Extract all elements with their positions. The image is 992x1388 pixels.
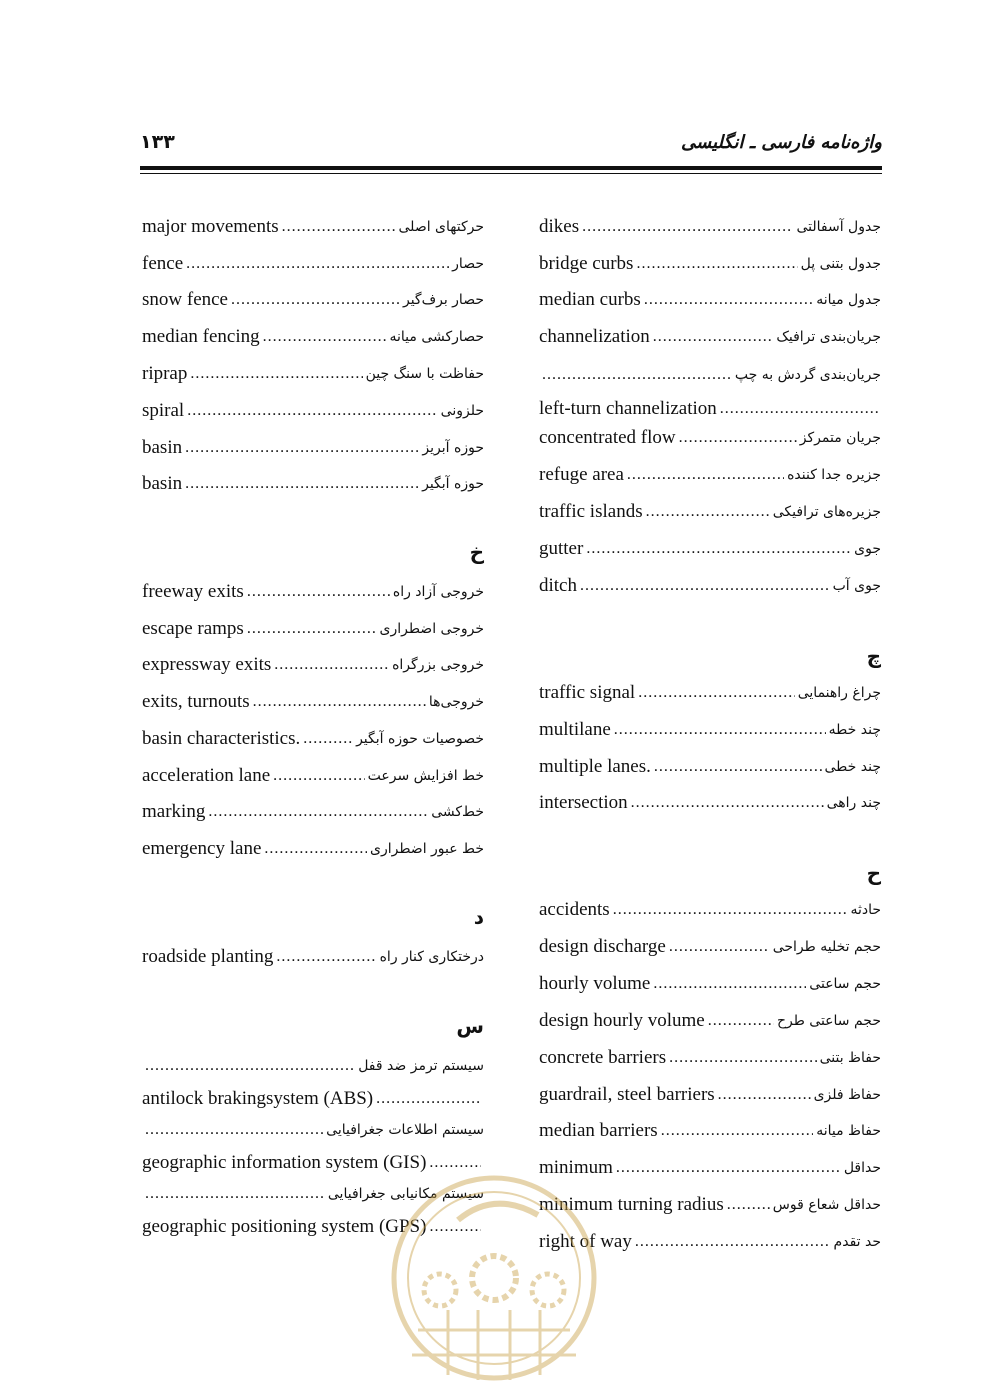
leader-dots — [635, 1233, 831, 1251]
persian-term: چند خطه — [828, 722, 881, 738]
english-term: concrete barriers — [539, 1047, 667, 1068]
glossary-entry — [539, 1229, 881, 1255]
leader-dots — [231, 291, 400, 309]
leader-dots — [187, 402, 437, 420]
glossary-entry — [142, 324, 484, 350]
persian-term: حداقل شعاع قوس — [772, 1197, 881, 1213]
english-term: expressway exits — [142, 654, 272, 675]
leader-dots — [661, 1122, 814, 1140]
split-entry-english — [142, 1214, 484, 1240]
persian-term: خط‌کشی — [431, 804, 484, 820]
leader-dots — [190, 365, 362, 383]
english-term: median barriers — [539, 1120, 658, 1141]
split-entry-persian — [142, 1053, 484, 1079]
leader-dots — [636, 255, 797, 273]
persian-term: حفاظ میانه — [816, 1123, 881, 1139]
persian-term: سیستم مکانیابی جغرافیایی — [327, 1186, 484, 1202]
leader-dots — [669, 1049, 816, 1067]
glossary-entry — [539, 1155, 881, 1181]
persian-term: چراغ راهنمایی — [797, 685, 881, 701]
persian-term: جدول آسفالتی — [796, 219, 881, 235]
leader-dots — [653, 975, 806, 993]
persian-term: جریان‌بندی گردش به چپ — [734, 367, 881, 383]
glossary-entry — [142, 763, 484, 789]
english-term: accidents — [539, 899, 610, 920]
glossary-entry — [142, 361, 484, 387]
glossary-entry — [142, 944, 484, 970]
glossary-entry — [539, 1045, 881, 1071]
english-term: geographic positioning system (GPS) — [142, 1216, 427, 1237]
section-letter: س — [456, 1014, 484, 1038]
english-term: acceleration lane — [142, 765, 271, 786]
leader-dots — [429, 1218, 481, 1236]
glossary-entry — [539, 536, 881, 562]
english-term: multiple lanes. — [539, 756, 651, 777]
persian-term: چند خطی — [824, 759, 881, 775]
persian-term: حصارکشی میانه — [389, 329, 484, 345]
english-term: basin characteristics. — [142, 728, 301, 749]
persian-term: سیستم ترمز ضد قفل — [358, 1058, 484, 1074]
glossary-entry — [539, 1008, 881, 1034]
leader-dots — [145, 1185, 325, 1203]
glossary-entry — [539, 1082, 881, 1108]
glossary-entry — [539, 934, 881, 960]
english-term: median fencing — [142, 326, 260, 347]
section-letter: ح — [866, 861, 881, 885]
glossary-entry — [142, 579, 484, 605]
glossary-entry — [142, 471, 484, 497]
glossary-entry — [142, 689, 484, 715]
leader-dots — [274, 656, 389, 674]
english-term: geographic information system (GIS) — [142, 1152, 427, 1173]
english-term: design discharge — [539, 936, 666, 957]
leader-dots — [669, 938, 770, 956]
persian-term: حصار برف‌گیر — [402, 292, 484, 308]
glossary-entry — [539, 287, 881, 313]
glossary-entry — [142, 287, 484, 313]
leader-dots — [264, 840, 367, 858]
split-entry-english — [142, 1086, 484, 1112]
leader-dots — [653, 328, 774, 346]
leader-dots — [247, 620, 377, 638]
glossary-entry — [539, 897, 881, 923]
english-term: major movements — [142, 216, 279, 237]
glossary-entry — [539, 462, 881, 488]
leader-dots — [282, 218, 396, 236]
leader-dots — [303, 730, 353, 748]
right-column — [539, 0, 881, 1388]
english-term: traffic signal — [539, 682, 636, 703]
leader-dots — [586, 540, 851, 558]
glossary-entry — [539, 251, 881, 277]
persian-term: جوی — [854, 541, 881, 557]
english-term: traffic islands — [539, 501, 643, 522]
leader-dots — [644, 291, 813, 309]
persian-term: حداقل — [843, 1160, 881, 1176]
english-term: spiral — [142, 400, 185, 421]
english-term: marking — [142, 801, 206, 822]
glossary-entry — [539, 971, 881, 997]
persian-term: حلزونی — [440, 403, 484, 419]
english-term: guardrail, steel barriers — [539, 1084, 715, 1105]
leader-dots — [708, 1012, 774, 1030]
split-entry-persian — [142, 1117, 484, 1143]
leader-dots — [718, 1086, 811, 1104]
persian-term: درختکاری کنار راه — [379, 949, 484, 965]
persian-term: حرکتهای اصلی — [398, 219, 484, 235]
leader-dots — [253, 693, 426, 711]
section-letter: چ — [866, 644, 881, 668]
persian-term: خط افزایش سرعت — [367, 768, 484, 784]
leader-dots — [614, 721, 826, 739]
leader-dots — [376, 1090, 481, 1108]
persian-term: جزیره‌های ترافیکی — [772, 504, 881, 520]
leader-dots — [429, 1154, 481, 1172]
persian-term: حفاظت با سنگ چین — [365, 366, 484, 382]
english-term: gutter — [539, 538, 584, 559]
glossary-entry — [142, 435, 484, 461]
persian-term: جدول میانه — [816, 292, 881, 308]
persian-term: خروجی بزرگراه — [392, 657, 484, 673]
english-term: multilane — [539, 719, 611, 740]
running-title: واژه‌نامه فارسی ـ انگلیسی — [681, 131, 882, 153]
leader-dots — [580, 577, 830, 595]
persian-term: چند راهی — [826, 795, 881, 811]
persian-term: جوی آب — [832, 578, 881, 594]
glossary-entry — [539, 1118, 881, 1144]
split-entry-english — [539, 396, 881, 422]
english-term: design hourly volume — [539, 1010, 705, 1031]
persian-term: حادثه — [850, 902, 881, 918]
leader-dots — [542, 366, 732, 384]
english-term: intersection — [539, 792, 628, 813]
english-term: bridge curbs — [539, 253, 634, 274]
glossary-entry — [539, 1192, 881, 1218]
english-term: exits, turnouts — [142, 691, 250, 712]
leader-dots — [646, 503, 770, 521]
leader-dots — [720, 400, 878, 418]
persian-term: حوزه آبریز — [422, 440, 484, 456]
glossary-entry — [539, 324, 881, 350]
persian-term: حفاظ بتنی — [819, 1050, 881, 1066]
english-term: channelization — [539, 326, 650, 347]
glossary-entry — [539, 717, 881, 743]
leader-dots — [627, 466, 784, 484]
glossary-entry — [539, 680, 881, 706]
leader-dots — [185, 475, 419, 493]
persian-term: خروجی‌ها — [428, 694, 484, 710]
leader-dots — [145, 1121, 323, 1139]
persian-term: خروجی اضطراری — [379, 621, 484, 637]
persian-term: حفاظ فلزی — [813, 1087, 881, 1103]
glossary-entry — [142, 251, 484, 277]
split-entry-persian — [539, 362, 881, 388]
persian-term: خصوصیات حوزه آبگیر — [356, 731, 484, 747]
english-term: basin — [142, 473, 183, 494]
glossary-entry — [142, 616, 484, 642]
leader-dots — [582, 218, 793, 236]
persian-term: حد تقدم — [833, 1234, 881, 1250]
english-term: ditch — [539, 575, 577, 596]
leader-dots — [208, 803, 428, 821]
persian-term: حجم ساعتی — [809, 976, 881, 992]
glossary-entry — [539, 790, 881, 816]
persian-term: جریان‌بندی ترافیک — [776, 329, 881, 345]
english-term: snow fence — [142, 289, 228, 310]
persian-term: حوزه آبگیر — [422, 476, 484, 492]
persian-term: سیستم اطلاعات جغرافیایی — [326, 1122, 484, 1138]
split-entry-persian — [142, 1181, 484, 1207]
persian-term: حصار — [452, 256, 484, 272]
english-term: antilock brakingsystem (ABS) — [142, 1088, 374, 1109]
english-term: minimum — [539, 1157, 613, 1178]
english-term: left-turn channelization — [539, 398, 717, 419]
leader-dots — [638, 684, 795, 702]
english-term: dikes — [539, 216, 580, 237]
persian-term: حجم تخلیه طراحی — [772, 939, 881, 955]
persian-term: حجم ساعتی طرح — [776, 1013, 881, 1029]
split-entry-english — [142, 1150, 484, 1176]
glossary-entry — [539, 754, 881, 780]
leader-dots — [616, 1159, 841, 1177]
english-term: riprap — [142, 363, 188, 384]
persian-term: جریان متمرکز — [799, 430, 881, 446]
leader-dots — [631, 794, 824, 812]
english-term: freeway exits — [142, 581, 244, 602]
english-term: refuge area — [539, 464, 624, 485]
persian-term: خط عبور اضطراری — [369, 841, 484, 857]
english-term: basin — [142, 437, 183, 458]
english-term: emergency lane — [142, 838, 262, 859]
english-term: roadside planting — [142, 946, 274, 967]
glossary-entry — [539, 214, 881, 240]
english-term: hourly volume — [539, 973, 651, 994]
leader-dots — [247, 583, 390, 601]
glossary-entry — [142, 652, 484, 678]
leader-dots — [145, 1057, 355, 1075]
glossary-entry — [142, 398, 484, 424]
left-column — [142, 0, 484, 1388]
persian-term: خروجی آزاد راه — [392, 584, 484, 600]
english-term: escape ramps — [142, 618, 244, 639]
glossary-entry — [142, 836, 484, 862]
english-term: minimum turning radius — [539, 1194, 724, 1215]
leader-dots — [727, 1196, 770, 1214]
leader-dots — [654, 758, 822, 776]
glossary-entry — [142, 214, 484, 240]
section-letter: خ — [469, 540, 484, 564]
leader-dots — [185, 439, 419, 457]
leader-dots — [186, 255, 449, 273]
leader-dots — [613, 901, 848, 919]
persian-term: جدول بتنی پل — [800, 256, 881, 272]
english-term: fence — [142, 253, 184, 274]
leader-dots — [273, 767, 364, 785]
page-number: ۱۳۳ — [140, 131, 175, 153]
english-term: median curbs — [539, 289, 641, 310]
glossary-entry — [539, 499, 881, 525]
leader-dots — [679, 429, 797, 447]
leader-dots — [276, 948, 376, 966]
english-term: right of way — [539, 1231, 632, 1252]
persian-term: جزیره جدا کننده — [787, 467, 881, 483]
glossary-entry — [142, 799, 484, 825]
leader-dots — [263, 328, 387, 346]
section-letter: د — [473, 905, 484, 929]
glossary-entry — [539, 573, 881, 599]
glossary-entry — [142, 726, 484, 752]
glossary-entry — [539, 425, 881, 451]
english-term: concentrated flow — [539, 427, 676, 448]
